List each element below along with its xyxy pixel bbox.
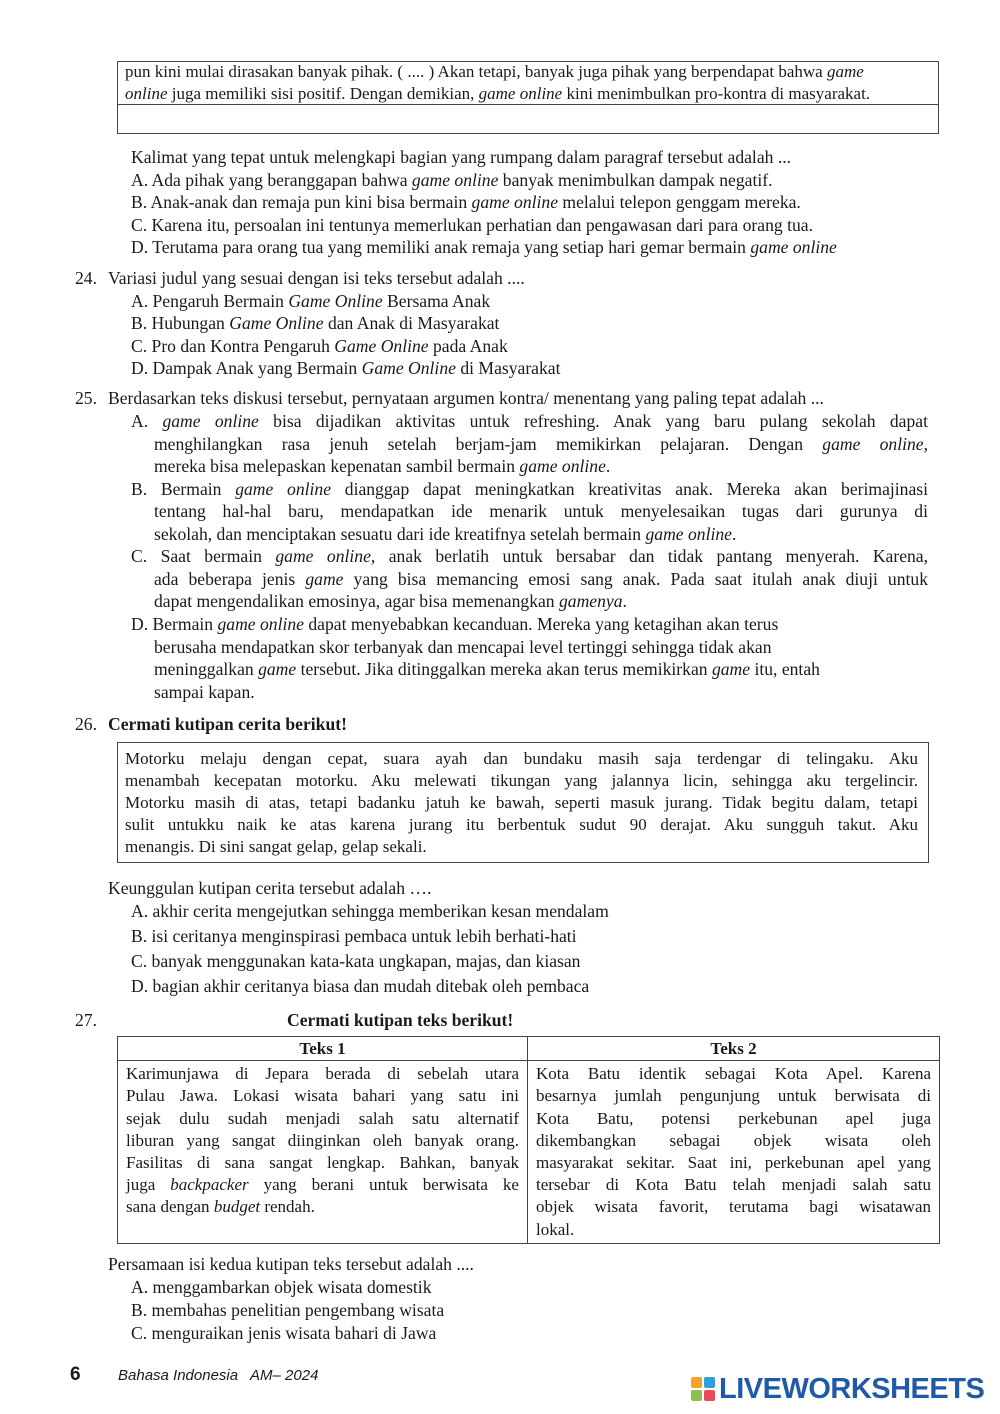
q24-stem: Variasi judul yang sesuai dengan isi teks tersebut adalah .... xyxy=(108,268,525,288)
q26-story-line-2: menambah kecepatan motorku. Aku melewati tikungan yang jalannya licin, sehingga aku tergelincir. xyxy=(125,771,918,790)
q27-text-table xyxy=(117,1036,940,1244)
q25-c-line-1: C. Saat bermain game online, anak berlatih untuk bersabar dan tidak pantang menyerah. Karena, xyxy=(131,546,929,566)
q24-option-a[interactable]: A. Pengaruh Bermain Game Online Bersama Anak xyxy=(131,291,491,311)
teks2-line: objek wisata favorit, terutama bagi wisatawan xyxy=(536,1197,931,1217)
q25-b-line-2: tentang hal-hal baru, mendapatkan ide menarik untuk menyelesaikan tugas dari gurunya di xyxy=(154,501,928,521)
liveworksheets-brand: LIVEWORKSHEETS xyxy=(719,1373,985,1405)
q25-c-line-3: dapat mengendalikan emosinya, agar bisa memenangkan gamenya. xyxy=(154,591,627,611)
top-box-line-1: pun kini mulai dirasakan banyak pihak. ( .... ) Akan tetapi, banyak juga pihak yang berpendapat bahwa game xyxy=(125,62,864,81)
q24-option-d[interactable]: D. Dampak Anak yang Bermain Game Online di Masyarakat xyxy=(131,358,561,378)
q24-option-b[interactable]: B. Hubungan Game Online dan Anak di Masyarakat xyxy=(131,313,500,333)
q27-option-c[interactable]: C. menguraikan jenis wisata bahari di Jawa xyxy=(131,1323,437,1343)
q26-number: 26. xyxy=(75,714,97,734)
q25-c-line-2: ada beberapa jenis game yang bisa memancing emosi sang anak. Pada saat itulah anak diuji untuk xyxy=(154,569,929,589)
logo-square-4 xyxy=(704,1390,715,1401)
q27-stem: Persamaan isi kedua kutipan teks tersebut adalah .... xyxy=(108,1254,474,1274)
liveworksheets-logo-icon xyxy=(690,1376,716,1402)
q25-d-line-2: berusaha mendapatkan skor terbanyak dan mencapai level tertinggi sehingga tidak akan xyxy=(154,637,772,657)
q26-story-line-4: sulit untukku naik ke atas karena jurang itu berbentuk sudut 90 derajat. Aku sungguh takut. Aku xyxy=(125,815,918,834)
q26-option-a[interactable]: A. akhir cerita mengejutkan sehingga memberikan kesan mendalam xyxy=(131,901,609,921)
q25-stem: Berdasarkan teks diskusi tersebut, pernyataan argumen kontra/ menentang yang paling tepat adalah ... xyxy=(108,388,824,408)
teks2-line: lokal. xyxy=(536,1219,575,1239)
page-number: 6 xyxy=(70,1364,81,1385)
q25-d-line-4: sampai kapan. xyxy=(154,682,255,702)
q26-option-d[interactable]: D. bagian akhir ceritanya biasa dan mudah ditebak oleh pembaca xyxy=(131,976,590,996)
teks1-header: Teks 1 xyxy=(118,1037,528,1061)
q24-number: 24. xyxy=(75,268,97,288)
q23-stem: Kalimat yang tepat untuk melengkapi bagian yang rumpang dalam paragraf tersebut adalah ... xyxy=(131,147,792,167)
teks2-line: masyarakat sekitar. Saat ini, perkebunan apel yang xyxy=(536,1153,931,1173)
teks2-line: Kota Batu, potensi perkebunan apel juga xyxy=(536,1108,931,1128)
teks1-cell xyxy=(118,1061,528,1244)
q26-story-line-3: Motorku masih di atas, tetapi badanku jatuh ke bawah, seperti masuk jurang. Tidak begitu dalam, tetapi xyxy=(125,793,918,812)
teks2-cell xyxy=(528,1061,940,1244)
q27-number: 27. xyxy=(75,1010,97,1030)
teks1-line: Pulau Jawa. Lokasi wisata bahari yang satu ini xyxy=(126,1086,519,1106)
q26-story-line-1: Motorku melaju dengan cepat, suara ayah dan bundaku masih saja terdengar di telingaku. Aku xyxy=(125,749,918,768)
q26-option-c[interactable]: C. banyak menggunakan kata-kata ungkapan, majas, dan kiasan xyxy=(131,951,581,971)
teks1-line: Fasilitas di sana sangat lengkap. Bahkan, banyak xyxy=(126,1153,519,1173)
teks2-header: Teks 2 xyxy=(528,1037,940,1061)
q25-d-line-3: meninggalkan game tersebut. Jika ditinggalkan mereka akan terus memikirkan game itu, entah xyxy=(154,659,820,679)
q23-option-a[interactable]: A. Ada pihak yang beranggapan bahwa game online banyak menimbulkan dampak negatif. xyxy=(131,170,773,190)
footer-subject: Bahasa Indonesia AM– 2024 xyxy=(118,1367,319,1384)
q25-a-line-1: A. game online bisa dijadikan aktivitas untuk refreshing. Anak yang baru pulang sekolah dapat xyxy=(131,411,928,431)
q25-d-line-1: D. Bermain game online dapat menyebabkan kecanduan. Mereka yang ketagihan akan terus xyxy=(131,614,779,634)
logo-square-3 xyxy=(691,1390,702,1401)
q25-b-line-1: B. Bermain game online dianggap dapat meningkatkan kreativitas anak. Mereka akan berimajinasi xyxy=(131,479,928,499)
q24-option-c[interactable]: C. Pro dan Kontra Pengaruh Game Online pada Anak xyxy=(131,336,508,356)
q23-option-b[interactable]: B. Anak-anak dan remaja pun kini bisa bermain game online melalui telepon genggam mereka. xyxy=(131,192,801,212)
teks1-line: sana dengan budget rendah. xyxy=(126,1197,315,1217)
q26-heading: Cermati kutipan cerita berikut! xyxy=(108,714,347,734)
q26-option-b[interactable]: B. isi ceritanya menginspirasi pembaca untuk lebih berhati-hati xyxy=(131,926,577,946)
teks2-line: Kota Batu identik sebagai Kota Apel. Karena xyxy=(536,1064,931,1084)
logo-square-2 xyxy=(704,1377,715,1388)
q27-option-a[interactable]: A. menggambarkan objek wisata domestik xyxy=(131,1277,432,1297)
teks1-line: sejak dulu sudah menjadi salah satu alternatif xyxy=(126,1108,519,1128)
q26-stem: Keunggulan kutipan cerita tersebut adalah …. xyxy=(108,878,432,898)
q26-story-line-5: menangis. Di sini sangat gelap, gelap sekali. xyxy=(125,837,427,856)
q25-number: 25. xyxy=(75,388,97,408)
q27-option-b[interactable]: B. membahas penelitian pengembang wisata xyxy=(131,1300,445,1320)
teks1-line: Karimunjawa di Jepara berada di sebelah utara xyxy=(126,1064,519,1084)
q27-heading: Cermati kutipan teks berikut! xyxy=(287,1010,514,1030)
teks2-line: besarnya jumlah pengunjung untuk berwisata di xyxy=(536,1086,931,1106)
teks1-line: liburan yang sangat diinginkan oleh banyak orang. xyxy=(126,1130,519,1150)
teks1-line: juga backpacker yang berani untuk berwisata ke xyxy=(126,1175,519,1195)
q23-option-d[interactable]: D. Terutama para orang tua yang memiliki anak remaja yang setiap hari gemar bermain game online xyxy=(131,237,837,257)
q25-a-line-2: menghilangkan rasa jenuh setelah berjam-jam memikirkan pelajaran. Dengan game online, xyxy=(154,434,929,454)
q25-a-line-3: mereka bisa melepaskan kepenatan sambil bermain game online. xyxy=(154,456,611,476)
top-box-line-2: online juga memiliki sisi positif. Dengan demikian, game online kini menimbulkan pro-kontra di masyarakat. xyxy=(125,84,871,103)
q23-option-c[interactable]: C. Karena itu, persoalan ini tentunya memerlukan perhatian dan pengawasan dari para orang tua. xyxy=(131,215,813,235)
logo-square-1 xyxy=(691,1377,702,1388)
teks2-line: dikembangkan sebagai objek wisata oleh xyxy=(536,1130,931,1150)
teks2-line: tersebar di Kota Batu telah menjadi salah satu xyxy=(536,1175,931,1195)
liveworksheets-logo[interactable] xyxy=(690,1374,984,1404)
q25-b-line-3: sekolah, dan menciptakan sesuatu dari ide kreatifnya setelah bermain game online. xyxy=(154,524,737,544)
